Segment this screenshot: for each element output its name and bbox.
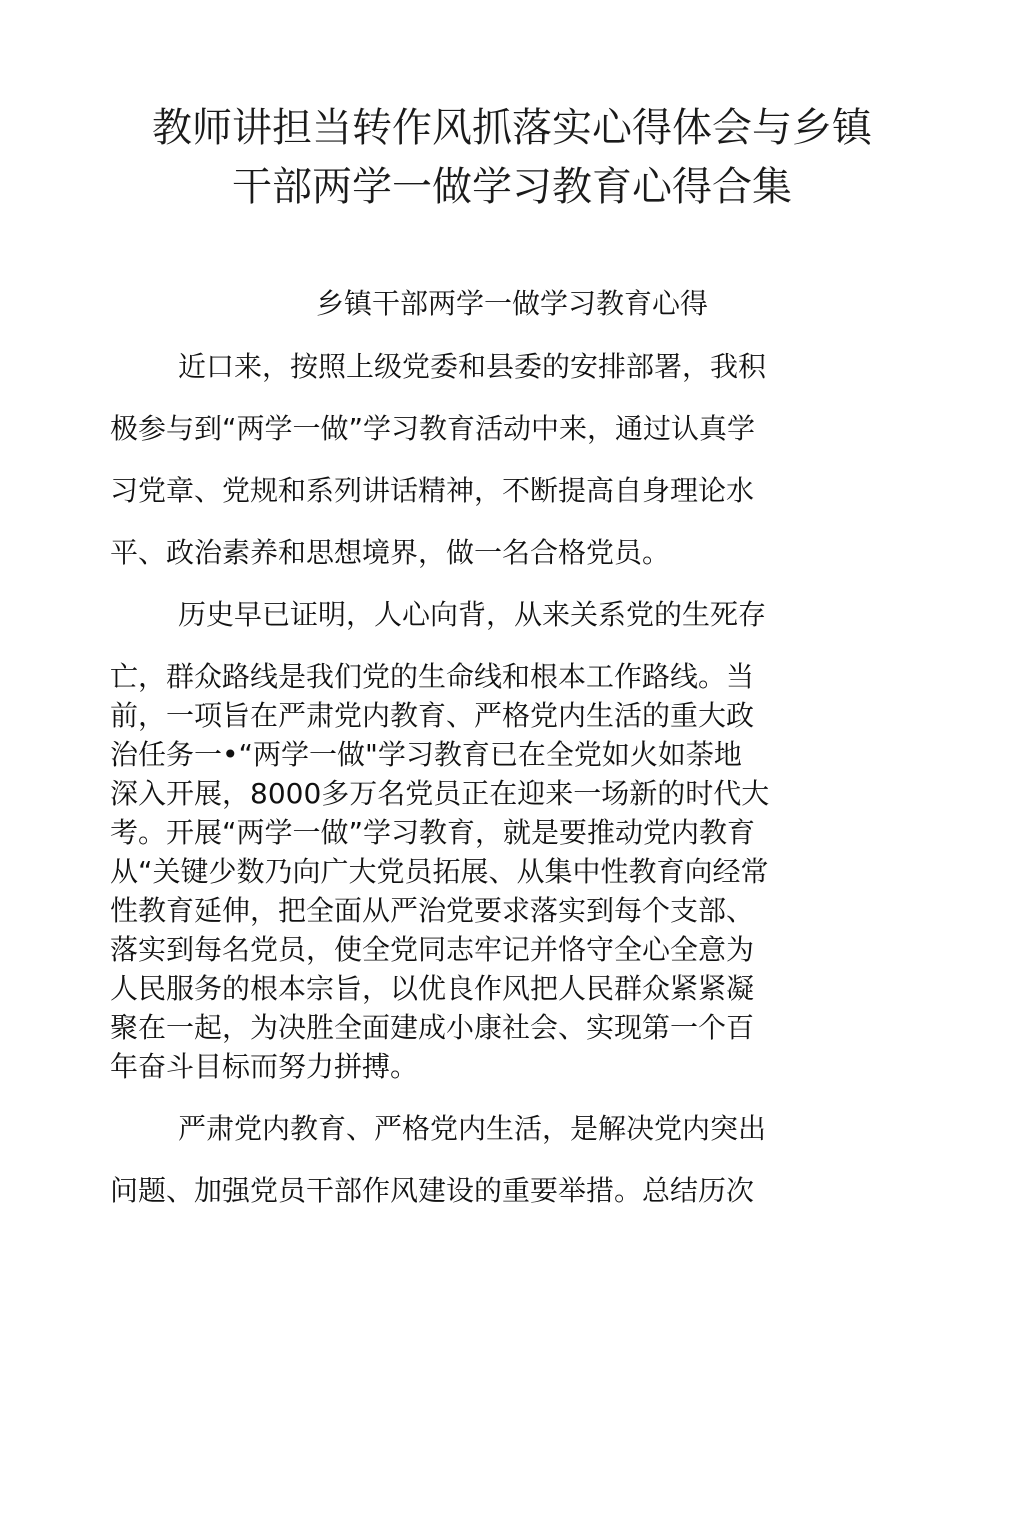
paragraph2-line: 性教育延伸，把全面从严治党要求落实到每个支部、 — [110, 894, 755, 927]
document-title-line-1: 教师讲担当转作风抓落实心得体会与乡镇 — [152, 105, 872, 151]
paragraph3-line: 问题、加强党员干部作风建设的重要举措。总结历次 — [110, 1174, 755, 1207]
paragraph2-line: 治任务一•“两学一做"学习教育已在全党如火如荼地 — [110, 738, 742, 771]
paragraph1-line: 极参与到“两学一做”学习教育活动中来，通过认真学 — [110, 412, 756, 445]
paragraph2-line: 深入开展，8000多万名党员正在迎来一场新的时代大 — [110, 777, 770, 810]
paragraph1-line: 平、政治素养和思想境界，做一名合格党员。 — [110, 536, 671, 569]
paragraph2-line: 人民服务的根本宗旨，以优良作风把人民群众紧紧凝 — [110, 972, 755, 1005]
paragraph1-line: 习党章、党规和系列讲话精神，不断提高自身理论水 — [110, 474, 755, 507]
document-title-line-2: 干部两学一做学习教育心得合集 — [232, 164, 792, 210]
paragraph2-line: 聚在一起，为决胜全面建成小康社会、实现第一个百 — [110, 1011, 755, 1044]
paragraph2-line: 历史早已证明，人心向背，从来关系党的生死存 — [178, 598, 767, 631]
paragraph2-line: 落实到每名党员，使全党同志牢记并恪守全心全意为 — [110, 933, 755, 966]
paragraph2-line: 考。开展“两学一做”学习教育，就是要推动党内教育 — [110, 816, 756, 849]
section-heading: 乡镇干部两学一做学习教育心得 — [315, 287, 708, 320]
paragraph2-line: 亡，群众路线是我们党的生命线和根本工作路线。当 — [110, 660, 755, 693]
paragraph2-line: 从“关键少数乃向广大党员拓展、从集中性教育向经常 — [110, 855, 769, 888]
paragraph1-line: 近口来，按照上级党委和县委的安排部署，我积 — [178, 350, 767, 383]
paragraph3-line: 严肃党内教育、严格党内生活，是解决党内突出 — [178, 1112, 767, 1145]
paragraph2-line: 年奋斗目标而努力拼搏。 — [110, 1050, 419, 1083]
paragraph2-line: 前，一项旨在严肃党内教育、严格党内生活的重大政 — [110, 699, 755, 732]
